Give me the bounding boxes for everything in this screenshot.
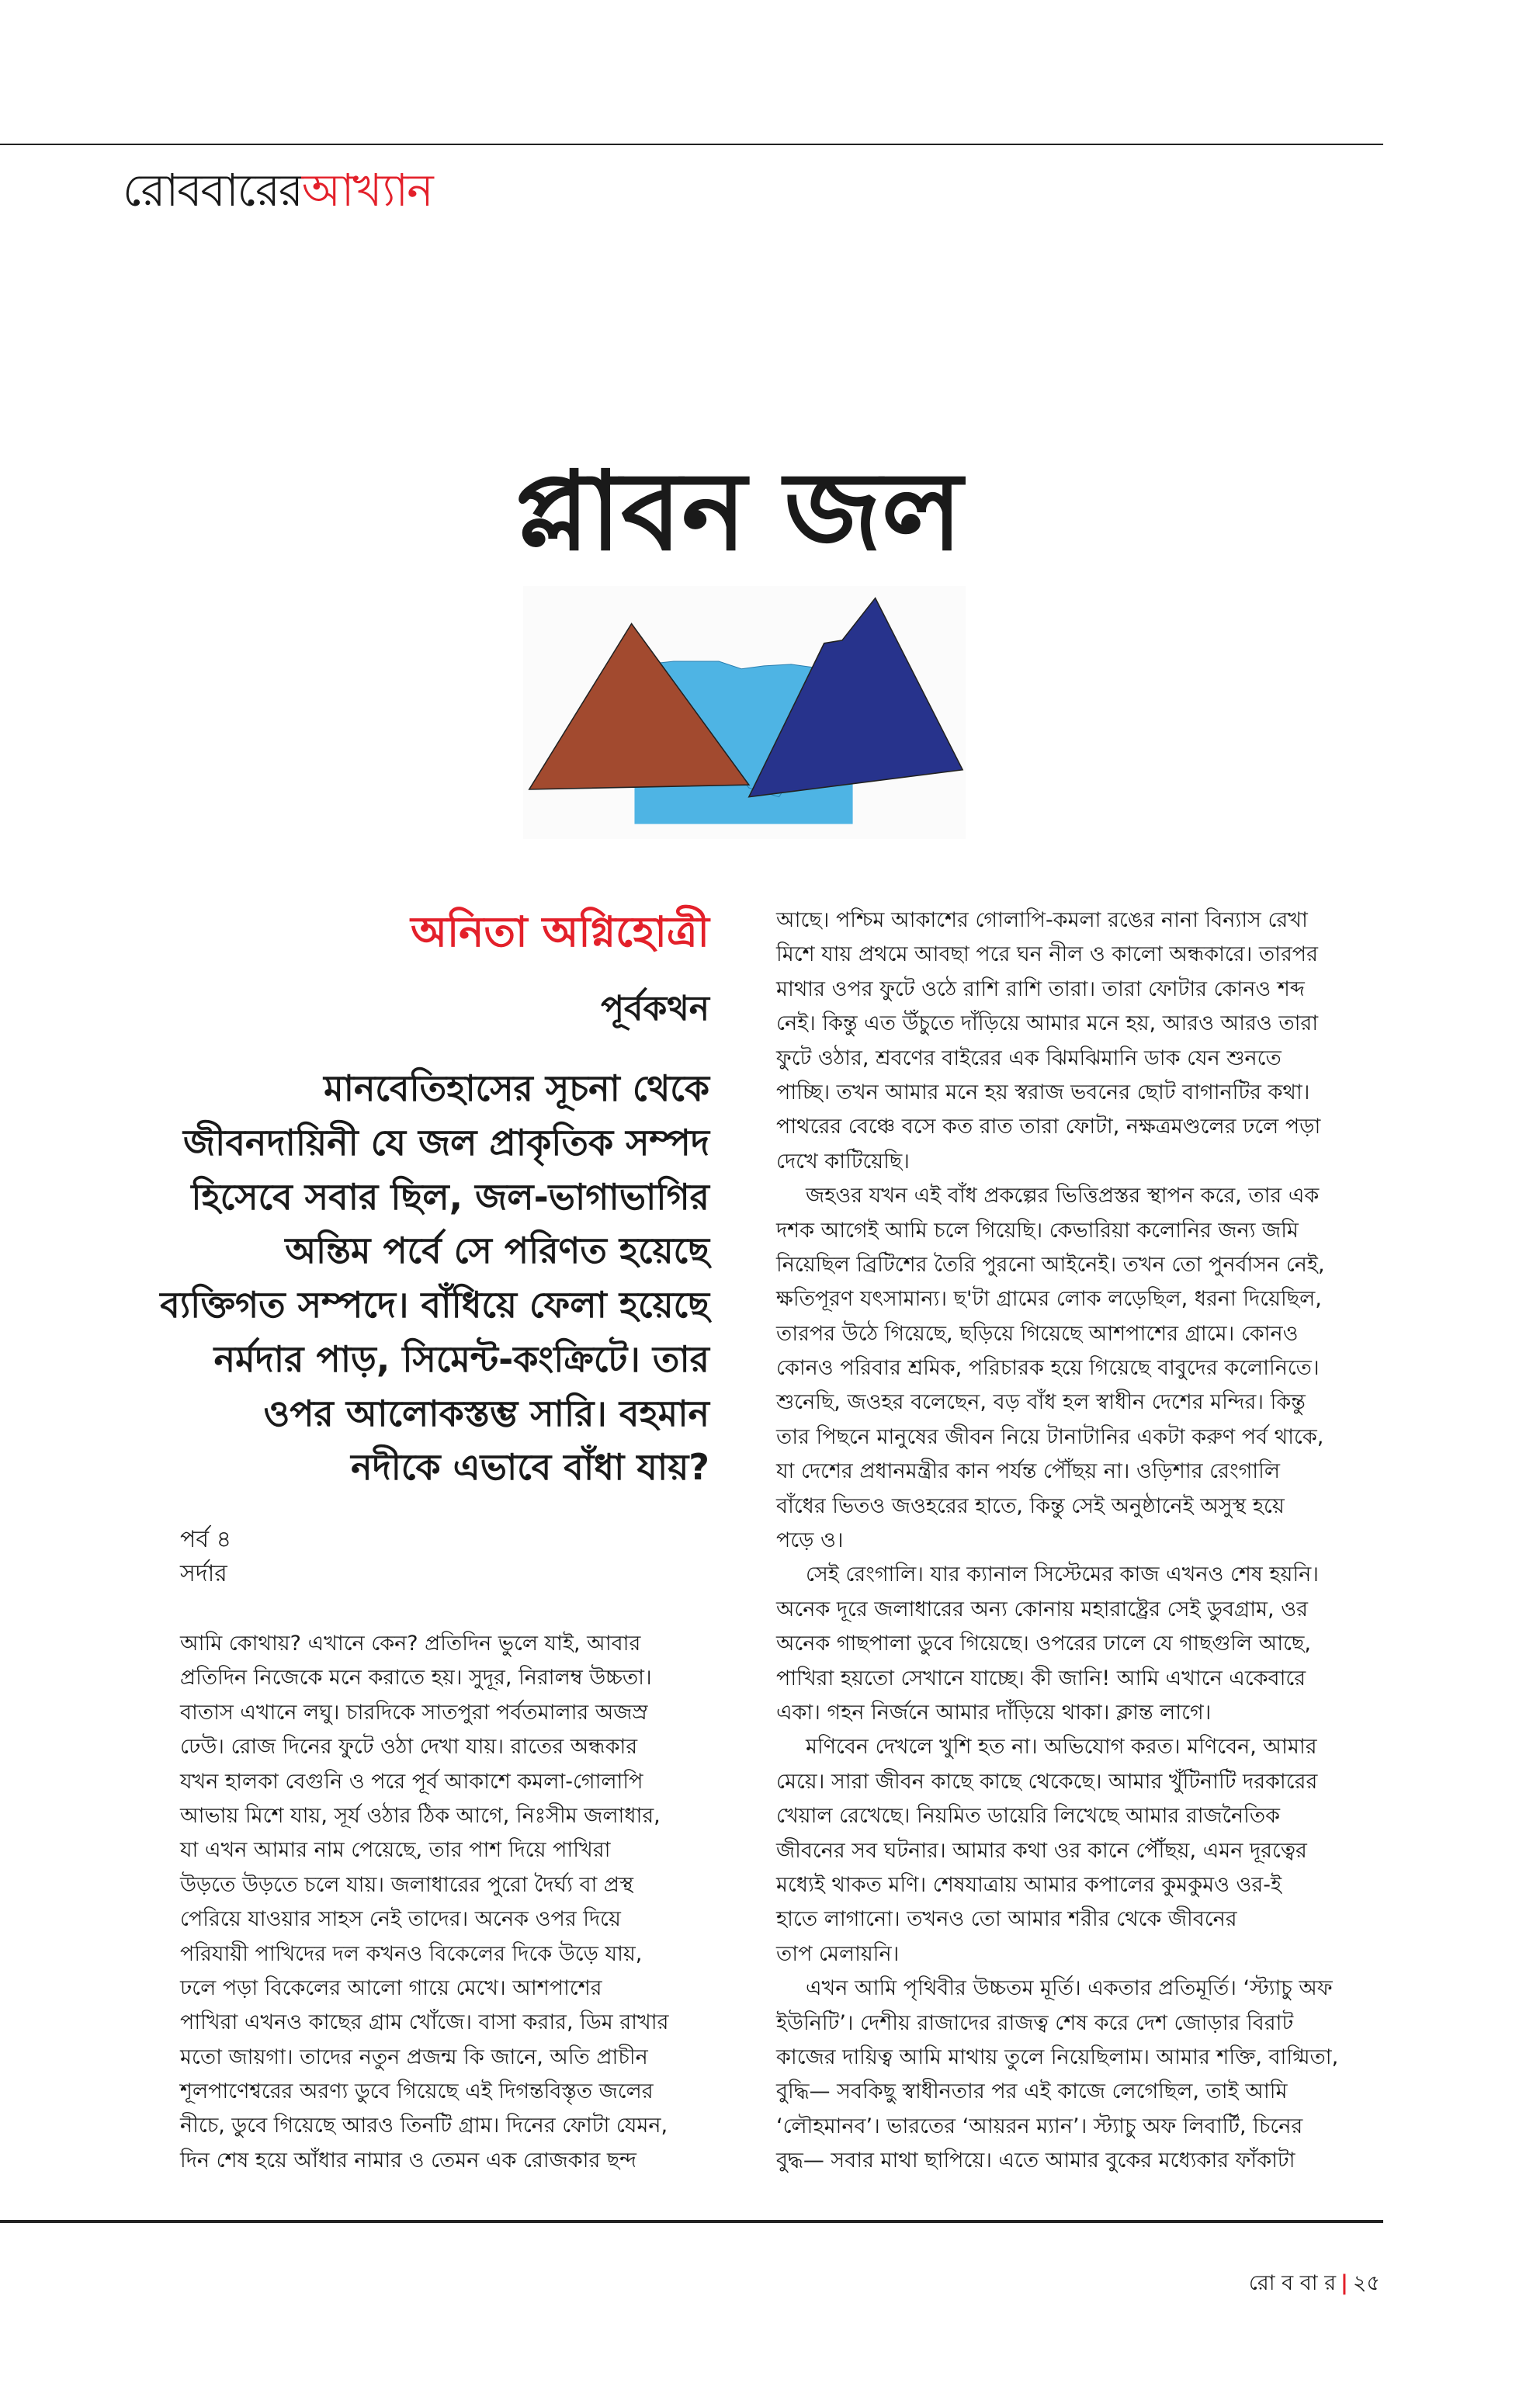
text-line: ক্ষতিপূরণ যৎসামান্য। ছ'টা গ্রামের লোক লড়েছিল, ধরনা দিয়েছিল, xyxy=(776,1287,1322,1312)
left-column-body xyxy=(180,1627,716,2178)
section-accent: আখ্যান xyxy=(301,164,432,217)
text-line: বুদ্ধি— সবকিছু স্বাধীনতার পর এই কাজে লেগেছিল, তাই আমি xyxy=(776,2079,1288,2104)
text-line: পাথরের বেঞ্চে বসে কত রাত তারা ফোটা, নক্ষত্রমণ্ডলের ঢলে পড়া xyxy=(776,1115,1321,1139)
text-line: জীবনের সব ঘটনার। আমার কথা ওর কানে পৌঁছয়, এমন দূরত্বের xyxy=(776,1838,1307,1863)
text-line: ‘লৌহমানব’। ভারতের ‘আয়রন ম্যান’। স্ট্যাচু অফ লিবার্টি, চিনের xyxy=(776,2114,1303,2138)
text-line: দিন শেষ হয়ে আঁধার নামার ও তেমন এক রোজকার ছন্দ xyxy=(180,2148,636,2173)
text-line: পাখিরা এখনও কাছের গ্রাম খোঁজে। বাসা করার, ডিম রাখার xyxy=(180,2010,669,2035)
text-line: আভায় মিশে যায়, সূর্য ওঠার ঠিক আগে, নিঃসীম জলাধার, xyxy=(180,1803,661,1828)
text-line: নীচে, ডুবে গিয়েছে আরও তিনটি গ্রাম। দিনের ফোটা যেমন, xyxy=(180,2114,668,2138)
top-rule xyxy=(0,144,1383,145)
text-line: তার পিছনে মানুষের জীবন নিয়ে টানাটানির একটা করুণ পর্ব থাকে, xyxy=(776,1424,1324,1449)
text-line: বাতাস এখানে লঘু। চারদিকে সাতপুরা পর্বতমালার অজস্র xyxy=(180,1700,648,1725)
part-label xyxy=(180,1523,231,1591)
text-line: মতো জায়গা। তাদের নতুন প্রজন্ম কি জানে, অতি প্রাচীন xyxy=(180,2044,648,2069)
text-line: নেই। কিন্তু এত উঁচুতে দাঁড়িয়ে আমার মনে হয়, আরও আরও তারা xyxy=(776,1011,1319,1036)
text-line: মিশে যায় প্রথমে আবছা পরে ঘন নীল ও কালো অন্ধকারে। তারপর xyxy=(776,942,1318,967)
text-line: হাতে লাগানো। তখনও তো আমার শরীর থেকে জীবনের xyxy=(776,1907,1237,1932)
page-number: ২৫ xyxy=(1352,2271,1380,2295)
text-line: তারপর উঠে গিয়েছে, ছড়িয়ে গিয়েছে আশপাশের গ্রামে। কোনও xyxy=(776,1321,1299,1346)
intro-line: নর্মদার পাড়, সিমেন্ট-কংক্রিটে। তার xyxy=(213,1337,709,1380)
paragraph xyxy=(776,1730,1382,1972)
story-title: প্লাবন জল xyxy=(515,449,962,575)
text-line: একা। গহন নির্জনে আমার দাঁড়িয়ে থাকা। ক্লান্ত লাগে। xyxy=(776,1700,1212,1725)
footer-separator: | xyxy=(1341,2271,1348,2295)
intro-line: নদীকে এভাবে বাঁধা যায়? xyxy=(351,1446,709,1489)
intro-summary xyxy=(160,1062,709,1495)
text-line: দশক আগেই আমি চলে গিয়েছি। কেভারিয়া কলোনির জন্য জমি xyxy=(776,1218,1299,1243)
text-line: শূলপাণেশ্বরের অরণ্য ডুবে গিয়েছে এই দিগন্তবিস্তৃত জলের xyxy=(180,2079,654,2104)
mountains-water-illustration xyxy=(523,586,966,839)
text-line: যা এখন আমার নাম পেয়েছে, তার পাশ দিয়ে পাখিরা xyxy=(180,1838,611,1863)
paragraph xyxy=(180,1627,716,2178)
text-line: পাখিরা হয়তো সেখানে যাচ্ছে। কী জানি! আমি এখানে একেবারে xyxy=(776,1666,1306,1691)
text-line: মধ্যেই থাকত মণি। শেষযাত্রায় আমার কপালের কুমকুমও ওর-ই xyxy=(776,1872,1282,1897)
intro-line: হিসেবে সবার ছিল, জল-ভাগাভাগির xyxy=(191,1175,709,1218)
text-line: আছে। পশ্চিম আকাশের গোলাপি-কমলা রঙের নানা বিন্যাস রেখা xyxy=(776,908,1308,932)
text-line: কোনও পরিবার শ্রমিক, পরিচারক হয়ে গিয়েছে বাবুদের কলোনিতে। xyxy=(776,1356,1320,1381)
text-line: অনেক গাছপালা ডুবে গিয়েছে। ওপরের ঢালে যে গাছগুলি আছে, xyxy=(776,1632,1311,1656)
section-heading xyxy=(123,159,432,221)
prologue-heading: পূর্বকথন xyxy=(601,989,709,1028)
text-line: মেয়ে। সারা জীবন কাছে কাছে থেকেছে। আমার খুঁটিনাটি দরকারের xyxy=(776,1769,1318,1794)
author-name: অনিতা অগ্নিহোত্রী xyxy=(411,907,709,956)
part-number: পর্ব ৪ xyxy=(180,1526,232,1553)
text-line: কাজের দায়িত্ব আমি মাথায় তুলে নিয়েছিলাম। আমার শক্তি, বাগ্মিতা, xyxy=(776,2044,1339,2069)
text-line: তাপ মেলায়নি। xyxy=(776,1941,900,1966)
paragraph xyxy=(776,903,1382,1179)
text-line: পেরিয়ে যাওয়ার সাহস নেই তাদের। অনেক ওপর দিয়ে xyxy=(180,1907,621,1932)
paragraph xyxy=(776,1972,1382,2178)
footer-magazine-name: রো ব বা র xyxy=(1248,2271,1337,2295)
intro-line: অন্তিম পর্বে সে পরিণত হয়েছে xyxy=(285,1229,709,1272)
text-line: মণিবেন দেখলে খুশি হত না। অভিযোগ করত। মণিবেন, আমার xyxy=(806,1735,1317,1760)
text-line: বাঁধের ভিতও জওহরের হাতে, কিন্তু সেই অনুষ্ঠানেই অসুস্থ হয়ে xyxy=(776,1493,1285,1518)
text-line: মাথার ওপর ফুটে ওঠে রাশি রাশি তারা। তারা ফোটার কোনও শব্দ xyxy=(776,976,1305,1001)
text-line: ইউনিটি’। দেশীয় রাজাদের রাজত্ব শেষ করে দেশ জোড়ার বিরাট xyxy=(776,2010,1294,2035)
story-title-wrap xyxy=(0,446,1540,578)
text-line: খেয়াল রেখেছে। নিয়মিত ডায়েরি লিখেছে আমার রাজনৈতিক xyxy=(776,1804,1281,1829)
text-line: বুদ্ধ— সবার মাথা ছাপিয়ে। এতে আমার বুকের মধ্যেকার ফাঁকাটা xyxy=(776,2148,1295,2173)
part-name: সর্দার xyxy=(180,1560,227,1587)
text-line: যখন হালকা বেগুনি ও পরে পূর্ব আকাশে কমলা-গোলাপি xyxy=(180,1769,643,1794)
text-line: জহওর যখন এই বাঁধ প্রকল্পের ভিত্তিপ্রস্তর স্থাপন করে, তার এক xyxy=(806,1184,1320,1209)
page-footer xyxy=(1249,2266,1380,2301)
bottom-rule xyxy=(0,2220,1383,2223)
text-line: পরিযায়ী পাখিদের দল কখনও বিকেলের দিকে উড়ে যায়, xyxy=(180,1941,643,1966)
paragraph xyxy=(776,1558,1382,1730)
text-line: যা দেশের প্রধানমন্ত্রীর কান পর্যন্ত পৌঁছয় না। ওড়িশার রেংগালি xyxy=(776,1459,1280,1484)
intro-line: ব্যক্তিগত সম্পদে। বাঁধিয়ে ফেলা হয়েছে xyxy=(160,1284,709,1326)
text-line: প্রতিদিন নিজেকে মনে করাতে হয়। সুদূর, নিরালম্ব উচ্চতা। xyxy=(180,1666,652,1691)
text-line: ঢলে পড়া বিকেলের আলো গায়ে মেখে। আশপাশের xyxy=(180,1975,602,2000)
text-line: এখন আমি পৃথিবীর উচ্চতম মূর্তি। একতার প্রতিমূর্তি। ‘স্ট্যাচু অফ xyxy=(806,1976,1333,2001)
section-prefix: রোববারের xyxy=(123,164,302,217)
text-line: সেই রেংগালি। যার ক্যানাল সিস্টেমের কাজ এখনও শেষ হয়নি। xyxy=(806,1562,1319,1587)
intro-line: জীবনদায়িনী যে জল প্রাকৃতিক সম্পদ xyxy=(183,1121,709,1164)
text-line: ফুটে ওঠার, শ্রবণের বাইরের এক ঝিমঝিমানি ডাক যেন শুনতে xyxy=(776,1046,1282,1070)
text-line: শুনেছি, জওহর বলেছেন, বড় বাঁধ হল স্বাধীন দেশের মন্দির। কিন্তু xyxy=(776,1390,1306,1415)
right-column-body xyxy=(776,903,1382,2178)
text-line: পাচ্ছি। তখন আমার মনে হয় স্বরাজ ভবনের ছোট বাগানটির কথা। xyxy=(776,1080,1310,1105)
text-line: নিয়েছিল ব্রিটিশের তৈরি পুরনো আইনেই। তখন তো পুনর্বাসন নেই, xyxy=(776,1252,1325,1277)
text-line: উড়তে উড়তে চলে যায়। জলাধারের পুরো দৈর্ঘ্য বা প্রস্থ xyxy=(180,1872,633,1897)
text-line: ঢেউ। রোজ দিনের ফুটে ওঠা দেখা যায়। রাতের অন্ধকার xyxy=(180,1735,638,1760)
text-line: দেখে কাটিয়েছি। xyxy=(776,1149,910,1174)
paragraph xyxy=(776,1179,1382,1558)
intro-line: মানবেতিহাসের সূচনা থেকে xyxy=(324,1067,709,1109)
text-line: আমি কোথায়? এখানে কেন? প্রতিদিন ভুলে যাই, আবার xyxy=(180,1632,641,1656)
intro-line: ওপর আলোকস্তম্ভ সারি। বহমান xyxy=(263,1392,709,1434)
text-line: অনেক দূরে জলাধারের অন্য কোনায় মহারাষ্ট্রের সেই ডুবগ্রাম, ওর xyxy=(776,1597,1308,1621)
text-line: পড়ে ও। xyxy=(776,1528,844,1553)
